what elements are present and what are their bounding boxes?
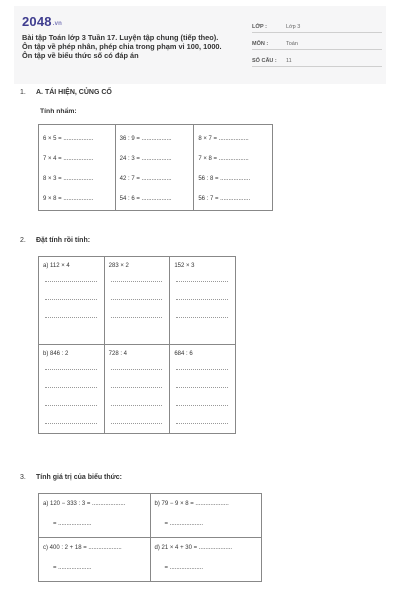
meta-row-subject xyxy=(252,35,382,50)
section-1-heading xyxy=(20,89,112,96)
section-number: 2. xyxy=(20,237,26,244)
section-3-heading xyxy=(20,474,122,481)
title-line: Ôn tập về biểu thức số có đáp án xyxy=(22,51,139,60)
section-number: 1. xyxy=(20,89,26,96)
table-cell xyxy=(39,257,105,345)
answer-line[interactable] xyxy=(111,397,163,406)
answer-line[interactable] xyxy=(111,415,163,424)
answer-line[interactable] xyxy=(176,309,228,318)
title-line: Ôn tập về phép nhân, phép chia trong phạm vi 100, 1000. xyxy=(22,42,222,51)
problem-label: 684 : 6 xyxy=(174,351,193,357)
table-cell xyxy=(39,538,151,582)
table-cell xyxy=(150,538,261,582)
answer-line[interactable] xyxy=(176,379,228,388)
table-cell xyxy=(39,125,116,211)
answer-line[interactable] xyxy=(45,309,97,318)
problem-label: a) 112 × 4 xyxy=(43,263,70,269)
section-label: A. TÁI HIỆN, CỦNG CỐ xyxy=(36,89,112,96)
expression-table xyxy=(38,493,262,582)
table-row xyxy=(39,125,273,211)
expression-answer[interactable]: = .................... xyxy=(53,565,92,571)
exercise-item: 54 : 6 = .................. xyxy=(119,196,172,202)
answer-line[interactable] xyxy=(45,273,97,282)
section-label: Tính giá trị của biểu thức: xyxy=(36,474,122,481)
logo-tld: .vn xyxy=(52,21,63,27)
exercise-item: 7 × 4 = .................. xyxy=(43,156,94,162)
meta-row-class xyxy=(252,18,382,33)
meta-label: MÔN : xyxy=(252,41,269,47)
section-number: 3. xyxy=(20,474,26,481)
exercise-item: 56 : 7 = .................. xyxy=(198,196,251,202)
answer-line[interactable] xyxy=(111,361,163,370)
table-row xyxy=(39,538,262,582)
expression-answer[interactable]: = .................... xyxy=(164,521,204,527)
mental-math-table xyxy=(38,124,273,211)
expression-answer[interactable]: = .................... xyxy=(164,565,204,571)
expression-item: a) 120 − 333 : 3 = .................... xyxy=(43,501,126,507)
problem-label: 152 × 3 xyxy=(174,263,195,269)
exercise-item: 42 : 7 = .................. xyxy=(119,176,172,182)
answer-line[interactable] xyxy=(111,273,163,282)
table-cell xyxy=(115,125,194,211)
table-cell xyxy=(170,345,236,434)
expression-answer[interactable]: = .................... xyxy=(53,521,92,527)
expression-item: c) 400 : 2 + 18 = .................... xyxy=(43,545,122,551)
worksheet-title xyxy=(22,33,252,60)
answer-line[interactable] xyxy=(111,379,163,388)
answer-line[interactable] xyxy=(111,309,163,318)
meta-label: SỐ CÂU : xyxy=(252,58,277,64)
meta-value: Toán xyxy=(286,41,298,47)
answer-line[interactable] xyxy=(176,291,228,300)
exercise-item: 36 : 9 = .................. xyxy=(119,136,172,142)
exercise-item: 8 × 7 = .................. xyxy=(198,136,249,142)
expression-item: d) 21 × 4 + 30 = .................... xyxy=(154,545,233,551)
answer-line[interactable] xyxy=(111,291,163,300)
answer-line[interactable] xyxy=(45,379,97,388)
problem-label: b) 846 : 2 xyxy=(43,351,69,357)
answer-line[interactable] xyxy=(176,415,228,424)
table-row xyxy=(39,345,236,434)
column-calc-table xyxy=(38,256,236,434)
answer-line[interactable] xyxy=(176,397,228,406)
section-1-subhead: Tính nhẩm: xyxy=(40,108,77,115)
meta-info xyxy=(252,18,382,69)
problem-label: 728 : 4 xyxy=(108,351,128,357)
table-cell xyxy=(150,494,261,538)
table-row xyxy=(39,257,236,345)
meta-row-count xyxy=(252,52,382,67)
title-line: Bài tập Toán lớp 3 Tuần 17. Luyện tập chung (tiếp theo). xyxy=(22,33,219,42)
answer-line[interactable] xyxy=(45,397,97,406)
section-label: Đặt tính rồi tính: xyxy=(36,237,91,244)
table-row xyxy=(39,494,262,538)
answer-line[interactable] xyxy=(45,291,97,300)
problem-label: 283 × 2 xyxy=(108,263,129,269)
exercise-item: 56 : 8 = .................. xyxy=(198,176,251,182)
table-cell xyxy=(104,345,170,434)
table-cell xyxy=(39,494,151,538)
exercise-item: 6 × 5 = .................. xyxy=(43,136,94,142)
table-cell xyxy=(194,125,273,211)
answer-line[interactable] xyxy=(176,361,228,370)
table-cell xyxy=(39,345,105,434)
meta-value: 11 xyxy=(286,58,292,64)
meta-value: Lớp 3 xyxy=(286,24,301,30)
site-logo[interactable] xyxy=(22,14,62,29)
header-panel xyxy=(14,6,386,84)
meta-label: LỚP : xyxy=(252,24,267,30)
exercise-item: 24 : 3 = .................. xyxy=(119,156,172,162)
answer-line[interactable] xyxy=(176,273,228,282)
exercise-item: 9 × 8 = .................. xyxy=(43,196,94,202)
answer-line[interactable] xyxy=(45,415,97,424)
table-cell xyxy=(170,257,236,345)
table-cell xyxy=(104,257,170,345)
section-2-heading xyxy=(20,237,90,244)
logo-main: 2048 xyxy=(22,14,52,29)
expression-item: b) 79 − 9 × 8 = .................... xyxy=(154,501,229,507)
exercise-item: 7 × 8 = .................. xyxy=(198,156,249,162)
exercise-item: 8 × 3 = .................. xyxy=(43,176,94,182)
answer-line[interactable] xyxy=(45,361,97,370)
